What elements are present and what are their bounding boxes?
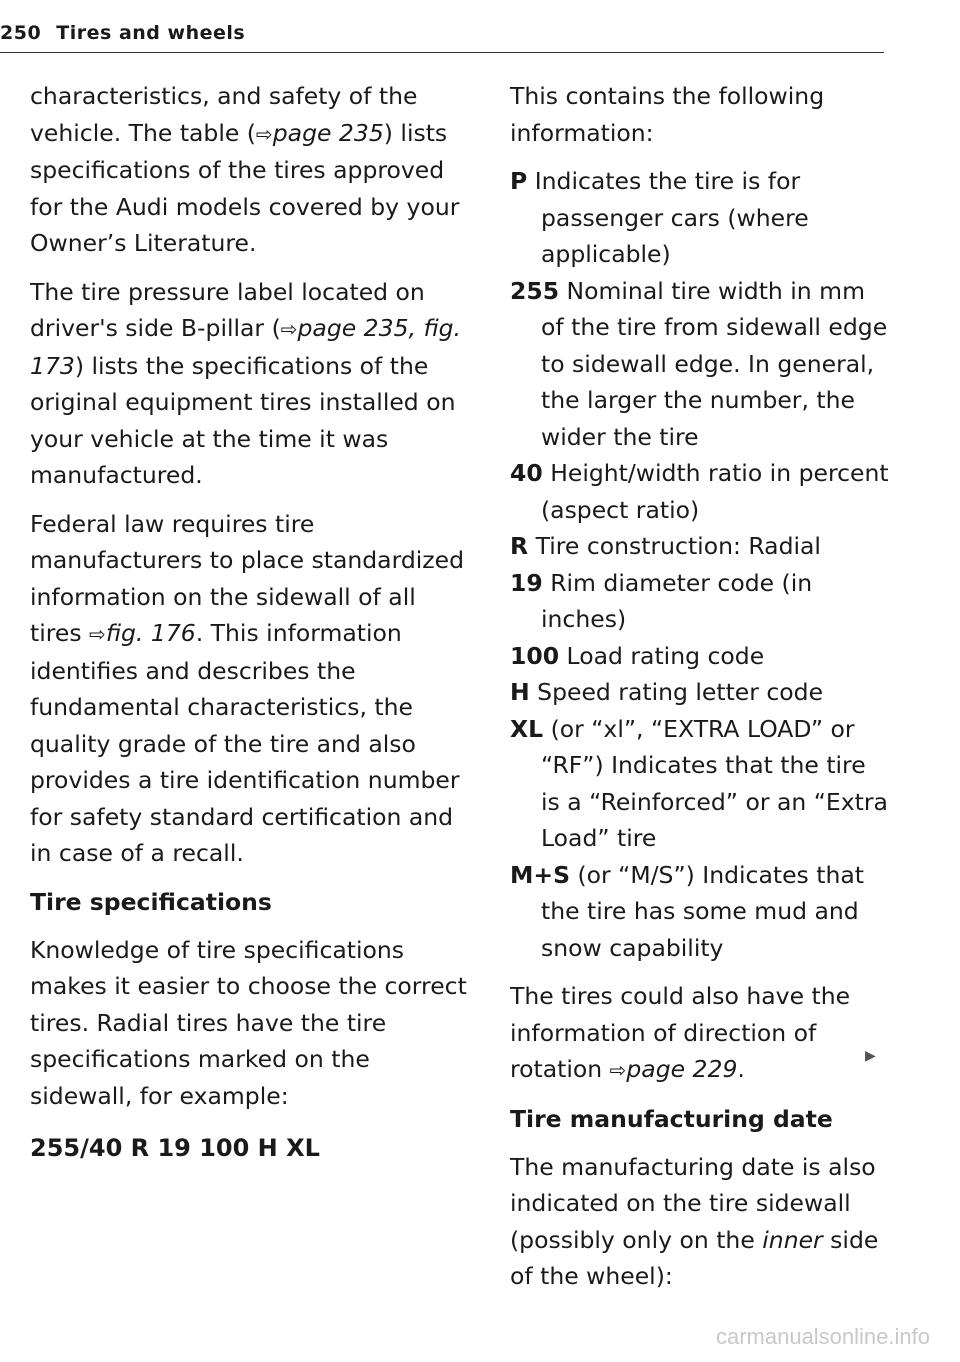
right-column [510, 78, 890, 1307]
list-item: R Tire construction: Radial [510, 532, 821, 560]
list-item: M+S (or “M/S”) Indicates that the tire has some mud and snow capability [510, 860, 864, 962]
left-column [30, 78, 470, 1167]
paragraph-intro: This contains the following information: [510, 82, 825, 147]
page-number: 250 [0, 22, 42, 44]
fig-ref-link[interactable]: fig. 176 [105, 619, 196, 647]
watermark: carmanualsonline.info [715, 1324, 930, 1349]
paragraph-tire-table: characteristics, and safety of the vehicle. The table (⇨page 235) lists specifications of the tires approved for the Audi models covered by your Owner’s Literature. [30, 82, 460, 257]
spec-code-list [510, 163, 890, 966]
heading-tire-specifications: Tire specifications [30, 887, 272, 916]
list-item: 40 Height/width ratio in percent (aspect ratio) [510, 459, 889, 524]
header-divider [0, 52, 884, 53]
page-ref-link[interactable]: page 229 [626, 1055, 738, 1083]
list-item: H Speed rating letter code [510, 678, 824, 706]
list-item: 19 Rim diameter code (in inches) [510, 568, 813, 633]
list-item: 100 Load rating code [510, 641, 765, 670]
page-ref-link[interactable]: page 235 [272, 118, 384, 147]
section-title: Tires and wheels [56, 22, 246, 44]
arrow-right-icon: ⇨ [89, 622, 106, 646]
paragraph-rotation: The tires could also have the information of direction of rotation ⇨page 229. [510, 982, 851, 1083]
paragraph-specs: Knowledge of tire specifications makes it easier to choose the correct tires. Radial tires have the tire specifications marked on the sidewall, for example: [30, 935, 467, 1110]
heading-manufacturing-date: Tire manufacturing date [510, 1104, 833, 1133]
page-header [0, 22, 884, 44]
example-tire-code: 255/40 R 19 100 H XL [30, 1134, 320, 1162]
list-item: 255 Nominal tire width in mm of the tire from sidewall edge to sidewall edge. In general, the larger the number, the wider the tire [510, 276, 888, 451]
page-fig-ref-link[interactable]: page 235, fig. 173 [30, 314, 462, 380]
arrow-right-icon: ⇨ [609, 1058, 627, 1082]
paragraph-federal-law: Federal law requires tire manufacturers to place standardized information on the sidewall of all tires ⇨fig. 176. This information identifies and describes the fundamental characteristics, the quality grade of the tire and also provides a tire identification number for safety standard certification and in case of a recall. [30, 509, 464, 867]
arrow-right-icon: ⇨ [255, 121, 273, 146]
arrow-right-icon: ⇨ [280, 317, 298, 341]
list-item: XL (or “xl”, “EXTRA LOAD” or “RF”) Indicates that the tire is a “Reinforced” or an “Extra Load” tire [510, 714, 888, 852]
paragraph-date: The manufacturing date is also indicated on the tire sidewall (possibly only on the inner side of the wheel): [510, 1152, 879, 1290]
continue-arrow-icon: ▶ [865, 1048, 876, 1064]
paragraph-pressure-label: The tire pressure label located on driver's side B-pillar (⇨page 235, fig. 173) lists the specifications of the original equipment tires installed on your vehicle at the time it was manufactured. [30, 277, 462, 489]
list-item: P Indicates the tire is for passenger cars (where applicable) [510, 167, 809, 268]
